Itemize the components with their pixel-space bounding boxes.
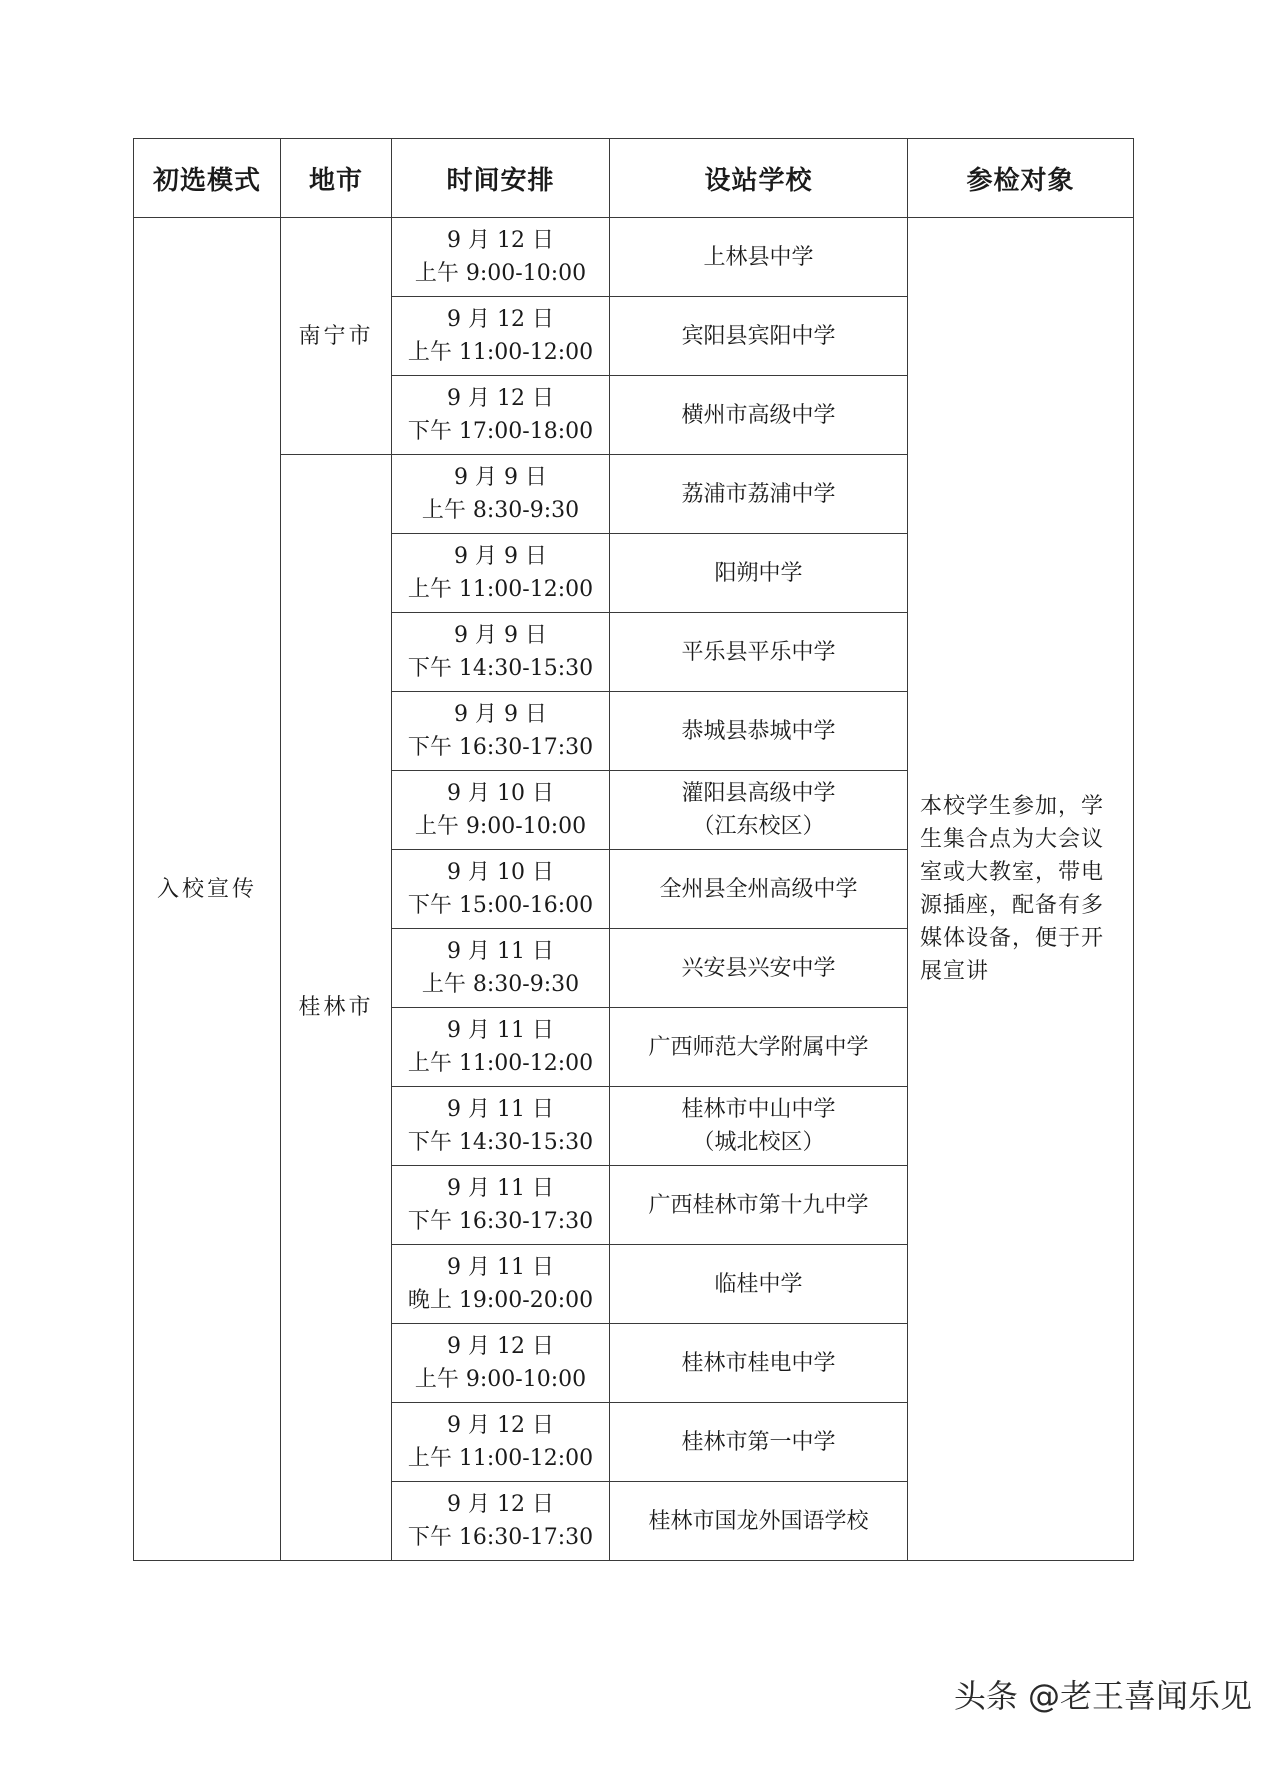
target-cell: 本校学生参加，学生集合点为大会议室或大教室，带电源插座，配备有多媒体设备，便于开展宣讲 <box>908 218 1134 1561</box>
time-cell <box>392 1166 610 1245</box>
time-range: 上午 11:00-12:00 <box>407 577 594 602</box>
header-city: 地市 <box>281 139 392 218</box>
school-name: 上林县中学 <box>703 244 814 270</box>
time-cell <box>392 771 610 850</box>
school-name: 宾阳县宾阳中学 <box>681 323 836 349</box>
time-cell <box>392 1403 610 1482</box>
time-cell <box>392 1482 610 1561</box>
city-cell: 桂林市 <box>281 455 392 1561</box>
school-cell <box>610 1482 908 1561</box>
time-date: 9 月 11 日 <box>447 1255 554 1280</box>
school-name: 桂林市桂电中学 <box>681 1350 836 1376</box>
city-cell: 南宁市 <box>281 218 392 455</box>
school-cell <box>610 455 908 534</box>
time-date: 9 月 10 日 <box>447 860 554 885</box>
school-cell <box>610 1324 908 1403</box>
school-name: 恭城县恭城中学 <box>681 718 836 744</box>
time-date: 9 月 9 日 <box>454 623 547 648</box>
school-name: 广西桂林市第十九中学 <box>648 1192 869 1218</box>
time-cell <box>392 376 610 455</box>
time-date: 9 月 11 日 <box>447 1018 554 1043</box>
schedule-body <box>134 218 1134 1561</box>
time-range: 下午 17:00-18:00 <box>407 419 594 444</box>
header-row <box>134 139 1134 218</box>
header-mode: 初选模式 <box>134 139 281 218</box>
school-cell <box>610 1245 908 1324</box>
school-name: 平乐县平乐中学 <box>681 639 836 665</box>
time-cell <box>392 218 610 297</box>
time-date: 9 月 9 日 <box>454 544 547 569</box>
school-cell <box>610 376 908 455</box>
time-cell <box>392 1324 610 1403</box>
header-target: 参检对象 <box>908 139 1134 218</box>
time-date: 9 月 11 日 <box>447 1097 554 1122</box>
time-date: 9 月 12 日 <box>447 1492 554 1517</box>
time-range: 下午 16:30-17:30 <box>407 1209 594 1234</box>
time-range: 上午 11:00-12:00 <box>407 1446 594 1471</box>
school-cell <box>610 850 908 929</box>
time-range: 上午 9:00-10:00 <box>414 261 587 286</box>
table-row <box>134 218 1134 297</box>
school-cell <box>610 613 908 692</box>
time-date: 9 月 9 日 <box>454 465 547 490</box>
time-cell <box>392 455 610 534</box>
time-cell <box>392 534 610 613</box>
time-cell <box>392 1087 610 1166</box>
time-cell <box>392 850 610 929</box>
time-range: 下午 15:00-16:00 <box>407 893 594 918</box>
school-name: 全州县全州高级中学 <box>659 876 858 902</box>
school-cell <box>610 534 908 613</box>
schedule-table <box>133 138 1134 1561</box>
time-cell <box>392 692 610 771</box>
time-range: 下午 14:30-15:30 <box>407 1130 594 1155</box>
school-name: 桂林市中山中学 <box>681 1097 836 1122</box>
school-cell <box>610 1166 908 1245</box>
time-cell <box>392 1245 610 1324</box>
header-time: 时间安排 <box>392 139 610 218</box>
time-date: 9 月 10 日 <box>447 781 554 806</box>
time-cell <box>392 613 610 692</box>
school-name: 荔浦市荔浦中学 <box>681 481 836 507</box>
time-range: 上午 11:00-12:00 <box>407 1051 594 1076</box>
school-name: 兴安县兴安中学 <box>681 955 836 981</box>
school-name: 广西师范大学附属中学 <box>648 1034 869 1060</box>
school-campus: （城北校区） <box>692 1130 825 1155</box>
school-cell <box>610 929 908 1008</box>
time-cell <box>392 929 610 1008</box>
watermark: 头条 @老王喜闻乐见 <box>953 1677 1252 1715</box>
time-range: 下午 16:30-17:30 <box>407 735 594 760</box>
time-range: 下午 16:30-17:30 <box>407 1525 594 1550</box>
time-range: 上午 8:30-9:30 <box>421 498 580 523</box>
time-date: 9 月 12 日 <box>447 228 554 253</box>
school-name: 横州市高级中学 <box>681 402 836 428</box>
school-cell <box>610 218 908 297</box>
time-range: 下午 14:30-15:30 <box>407 656 594 681</box>
school-cell <box>610 1008 908 1087</box>
time-date: 9 月 12 日 <box>447 386 554 411</box>
time-range: 上午 9:00-10:00 <box>414 1367 587 1392</box>
school-name: 灌阳县高级中学 <box>681 781 836 806</box>
school-cell <box>610 771 908 850</box>
mode-cell: 入校宣传 <box>134 218 281 1561</box>
time-date: 9 月 12 日 <box>447 307 554 332</box>
time-date: 9 月 9 日 <box>454 702 547 727</box>
school-cell <box>610 1087 908 1166</box>
school-name: 阳朔中学 <box>714 560 803 586</box>
time-date: 9 月 11 日 <box>447 1176 554 1201</box>
time-date: 9 月 11 日 <box>447 939 554 964</box>
time-date: 9 月 12 日 <box>447 1413 554 1438</box>
school-name: 桂林市第一中学 <box>681 1429 836 1455</box>
header-school: 设站学校 <box>610 139 908 218</box>
school-cell <box>610 297 908 376</box>
time-cell <box>392 297 610 376</box>
school-cell <box>610 692 908 771</box>
school-campus: （江东校区） <box>692 814 825 839</box>
time-range: 上午 11:00-12:00 <box>407 340 594 365</box>
time-range: 上午 9:00-10:00 <box>414 814 587 839</box>
time-range: 上午 8:30-9:30 <box>421 972 580 997</box>
school-name: 桂林市国龙外国语学校 <box>648 1508 869 1534</box>
time-range: 晚上 19:00-20:00 <box>407 1288 594 1313</box>
time-cell <box>392 1008 610 1087</box>
time-date: 9 月 12 日 <box>447 1334 554 1359</box>
school-cell <box>610 1403 908 1482</box>
school-name: 临桂中学 <box>714 1271 803 1297</box>
